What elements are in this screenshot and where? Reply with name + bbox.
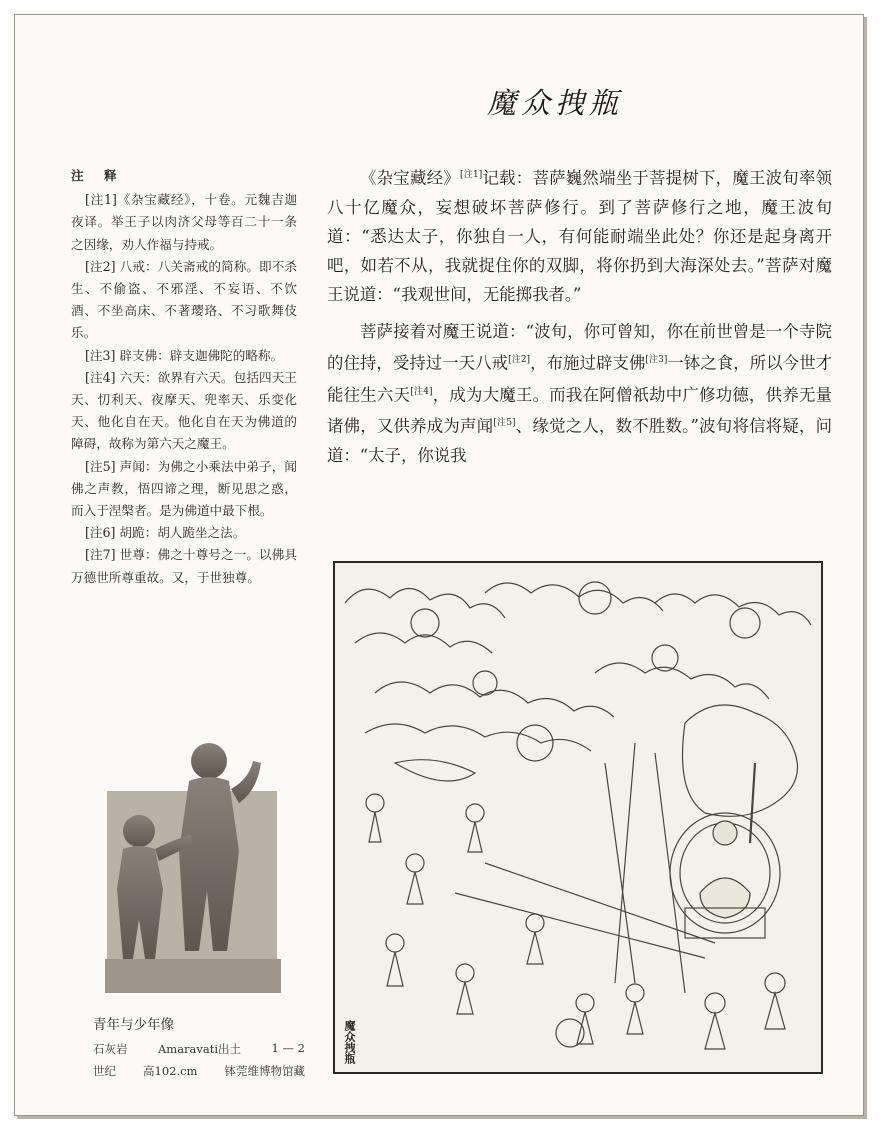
text-run: 、缘觉之人，数不胜数。”波旬将信将疑，问道：“太子，你说我 <box>327 416 832 465</box>
statue-period-unit: 世纪 <box>93 1064 116 1078</box>
note-ref-5: [注5] <box>493 418 516 429</box>
note-ref-2: [注2] <box>508 355 531 366</box>
statue-period-range: 1 — 2 <box>271 1041 305 1055</box>
statue-origin: Amaravati出土 <box>157 1042 242 1056</box>
woodcut-inscription: 魔众拽瓶 <box>343 1020 356 1064</box>
note-ref-1: [注1] <box>459 170 483 180</box>
main-text <box>327 161 832 470</box>
note-3: [注3] 辟支佛：辟支迦佛陀的略称。 <box>85 347 284 363</box>
statue-caption-line-2 <box>93 1063 305 1079</box>
paragraph-2 <box>327 317 832 470</box>
note-7: [注7] 世尊：佛之十尊号之一。以佛具万德世所尊重故。又，于世独尊。 <box>71 547 297 585</box>
note-ref-3: [注3] <box>645 355 668 366</box>
statue-caption-line-1 <box>93 1041 305 1057</box>
notes-column <box>71 165 297 589</box>
statue-height: 高102.cm <box>143 1064 198 1078</box>
text-run: 一钵之食，所以今世才能往生六天 <box>327 353 833 405</box>
statue-photo <box>97 731 287 1001</box>
text-run: 《杂宝藏经》 <box>360 168 460 188</box>
note-2: [注2] 八戒：八关斋戒的简称。即不杀生、不偷盗、不邪淫、不妄语、不饮酒、不坐高床、不著璎珞、不习歌舞伎乐。 <box>71 258 297 341</box>
statue-material: 石灰岩 <box>93 1042 128 1056</box>
book-page <box>14 14 864 1116</box>
notes-heading: 注 释 <box>71 168 125 183</box>
statue-image <box>97 731 287 1001</box>
text-run: 记载：菩萨巍然端坐于菩提树下，魔王波旬率领八十亿魔众，妄想破坏菩萨修行。到了菩萨修行之地，魔王波旬道：“悉达太子，你独自一人，有何能耐端坐此处？你还是起身离开吧，如若不从，我就捉住你的双脚，将你扔到大海深处去。”菩萨对魔王说道：“我观世间，无能掷我者。” <box>327 168 832 304</box>
statue-museum: 钵莞维博物馆藏 <box>224 1064 305 1078</box>
text-run: ，成为大魔王。而我在阿僧祇劫中广修功德，供养无量诸佛，又供养成为声闻 <box>327 385 833 436</box>
note-4: [注4] 六天：欲界有六天。包括四天王天、忉利天、夜摩天、兜率天、乐变化天、他化自在天。他化自在天为佛道的障碍，故称为第六天之魔王。 <box>71 369 297 452</box>
note-5: [注5] 声闻：为佛之小乘法中弟子，闻佛之声教，悟四谛之理，断见思之惑，而入于涅槃者。是为佛道中最下根。 <box>71 458 297 519</box>
paragraph-1 <box>327 161 832 309</box>
woodcut-illustration <box>333 561 823 1074</box>
woodcut-drawing <box>335 563 821 1072</box>
note-6: [注6] 胡跪：胡人跪坐之法。 <box>85 525 246 541</box>
page-title: 魔众拽瓶 <box>487 86 624 120</box>
statue-caption-title: 青年与少年像 <box>93 1017 174 1033</box>
note-1: [注1]《杂宝藏经》，十卷。元魏吉迦夜译。举王子以肉济父母等百二十一条之因缘，劝人作福与持戒。 <box>71 192 297 252</box>
text-run: 菩萨接着对魔王说道：“波旬，你可曾知，你在前世曾是一个寺院的住持，受持过一天八戒 <box>327 321 832 373</box>
note-ref-4: [注4] <box>410 386 433 397</box>
text-run: ，布施过辟支佛 <box>530 353 646 373</box>
